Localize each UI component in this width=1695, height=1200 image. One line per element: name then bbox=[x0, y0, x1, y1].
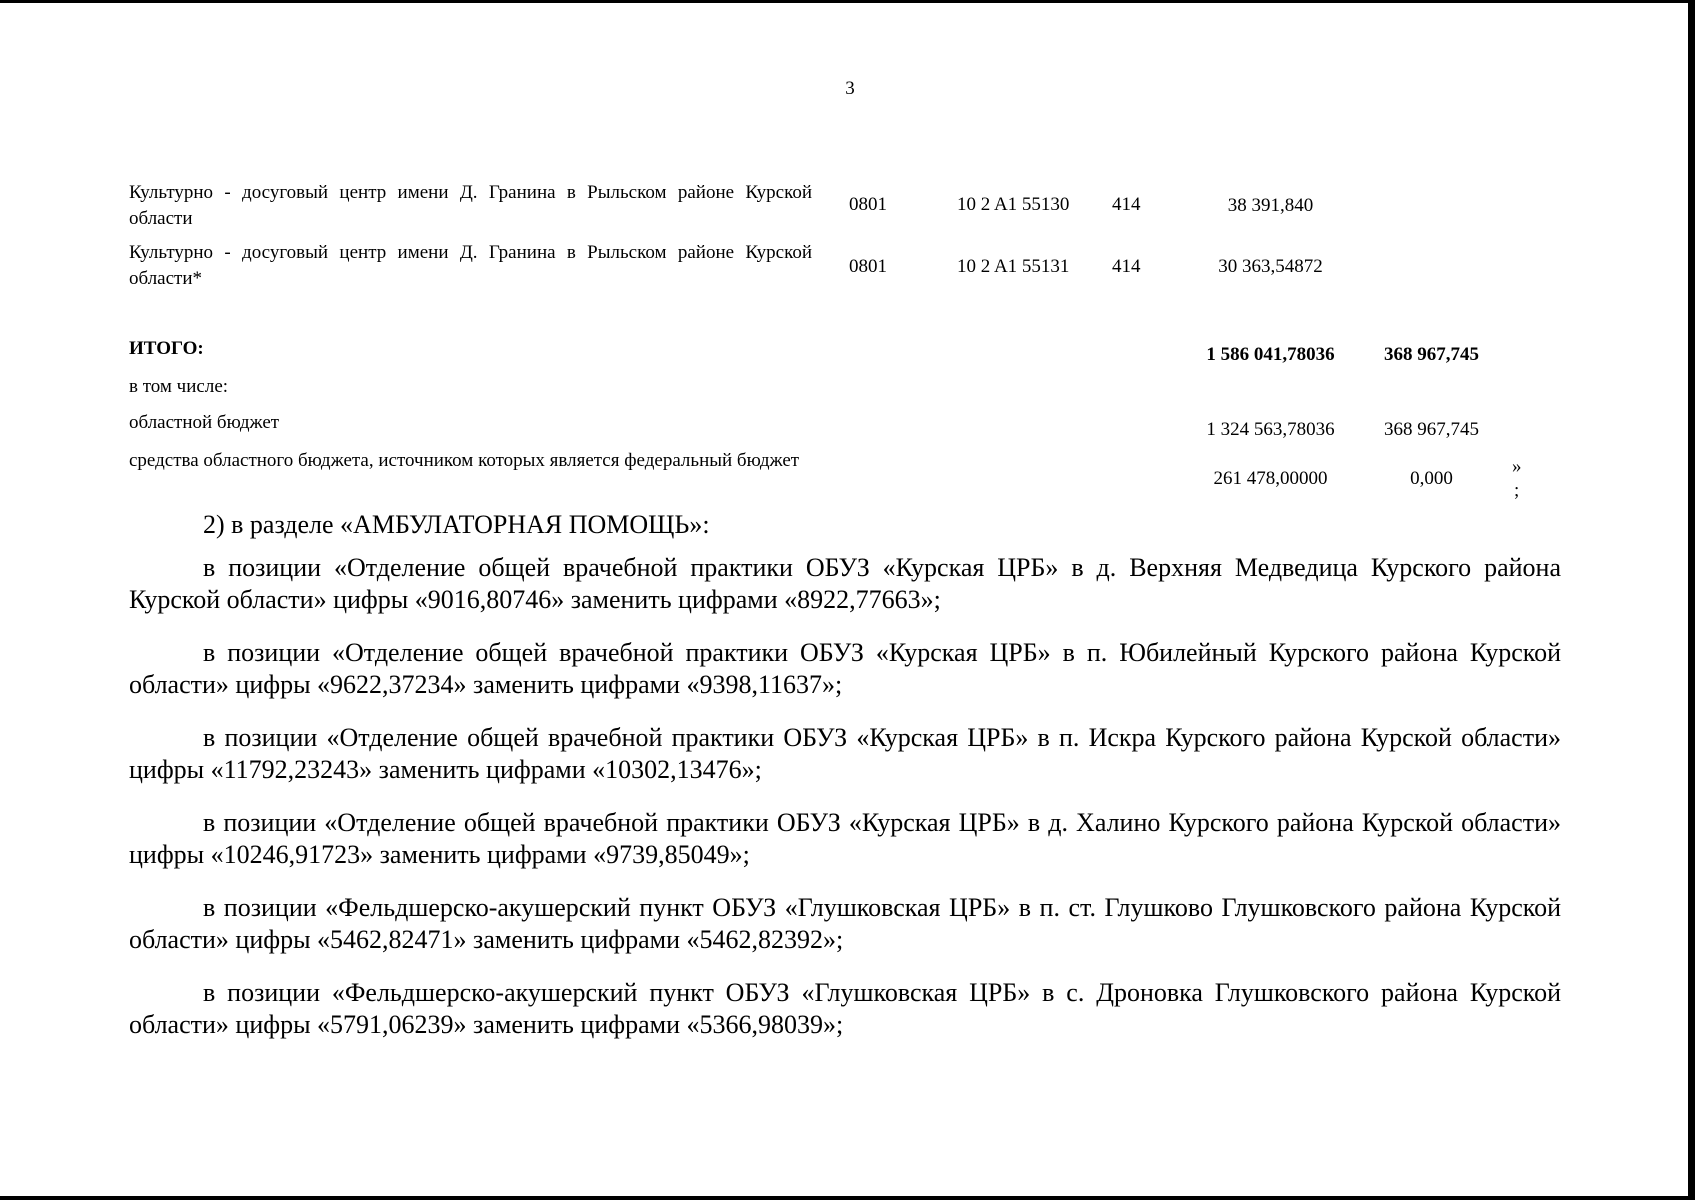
federal-budget-amount-2: 0,000 bbox=[1410, 468, 1453, 489]
page-number: 3 bbox=[845, 78, 855, 99]
row-name: Культурно - досуговый центр имени Д. Гранина в Рыльском районе Курской области* bbox=[129, 242, 812, 289]
federal-budget-label: средства областного бюджета, источником которых является федеральный бюджет bbox=[129, 450, 800, 471]
amendment-paragraph: в позиции «Фельдшерско-акушерский пункт ОБУЗ «Глушковская ЦРБ» в п. ст. Глушково Глушковского района Курской области» цифры «5462,82471» заменить цифрами «5462,82392»; bbox=[129, 893, 1561, 954]
amendment-paragraph: в позиции «Отделение общей врачебной практики ОБУЗ «Курская ЦРБ» в д. Верхняя Медведица Курского района Курской области» цифры «9016,80746» заменить цифрами «8922,77663»; bbox=[129, 553, 1561, 614]
row-target-code: 10 2 A1 55130 bbox=[957, 194, 1070, 215]
section-heading: 2) в разделе «АМБУЛАТОРНАЯ ПОМОЩЬ»: bbox=[203, 510, 710, 539]
row-amount: 38 391,840 bbox=[1227, 195, 1314, 216]
row-section-code: 0801 bbox=[849, 194, 887, 215]
regional-budget-amount-2: 368 967,745 bbox=[1384, 419, 1479, 440]
budget-table bbox=[129, 0, 1579, 510]
row-expense-code: 414 bbox=[1112, 256, 1141, 277]
amendment-paragraph: в позиции «Отделение общей врачебной практики ОБУЗ «Курская ЦРБ» в п. Юбилейный Курского района Курской области» цифры «9622,37234» заменить цифрами «9398,11637»; bbox=[129, 638, 1561, 699]
total-label: ИТОГО: bbox=[129, 338, 204, 359]
amendment-paragraph: в позиции «Отделение общей врачебной практики ОБУЗ «Курская ЦРБ» в д. Халино Курского района Курской области» цифры «10246,91723» заменить цифрами «9739,85049»; bbox=[129, 808, 1561, 869]
regional-budget-amount: 1 324 563,78036 bbox=[1206, 419, 1335, 440]
amendment-paragraphs bbox=[129, 552, 1561, 1062]
amendment-paragraph: в позиции «Фельдшерско-акушерский пункт ОБУЗ «Глушковская ЦРБ» в с. Дроновка Глушковского района Курской области» цифры «5791,06239» заменить цифрами «5366,98039»; bbox=[129, 978, 1561, 1039]
federal-budget-amount: 261 478,00000 bbox=[1213, 468, 1328, 489]
scan-bottom-edge bbox=[0, 1196, 1695, 1200]
closing-quote-mark: » bbox=[1512, 456, 1522, 477]
row-target-code: 10 2 A1 55131 bbox=[957, 256, 1070, 277]
row-amount: 30 363,54872 bbox=[1218, 256, 1323, 277]
total-amount-2: 368 967,745 bbox=[1384, 344, 1479, 365]
regional-budget-label: областной бюджет bbox=[129, 412, 280, 433]
including-label: в том числе: bbox=[129, 376, 229, 397]
row-expense-code: 414 bbox=[1112, 194, 1141, 215]
row-section-code: 0801 bbox=[849, 256, 887, 277]
closing-semicolon: ; bbox=[1514, 480, 1520, 501]
total-amount: 1 586 041,78036 bbox=[1206, 344, 1335, 365]
scan-right-edge bbox=[1688, 0, 1695, 1200]
amendment-paragraph: в позиции «Отделение общей врачебной практики ОБУЗ «Курская ЦРБ» в п. Искра Курского района Курской области» цифры «11792,23243» заменить цифрами «10302,13476»; bbox=[129, 723, 1561, 784]
row-name: Культурно - досуговый центр имени Д. Гранина в Рыльском районе Курской области bbox=[129, 182, 812, 229]
